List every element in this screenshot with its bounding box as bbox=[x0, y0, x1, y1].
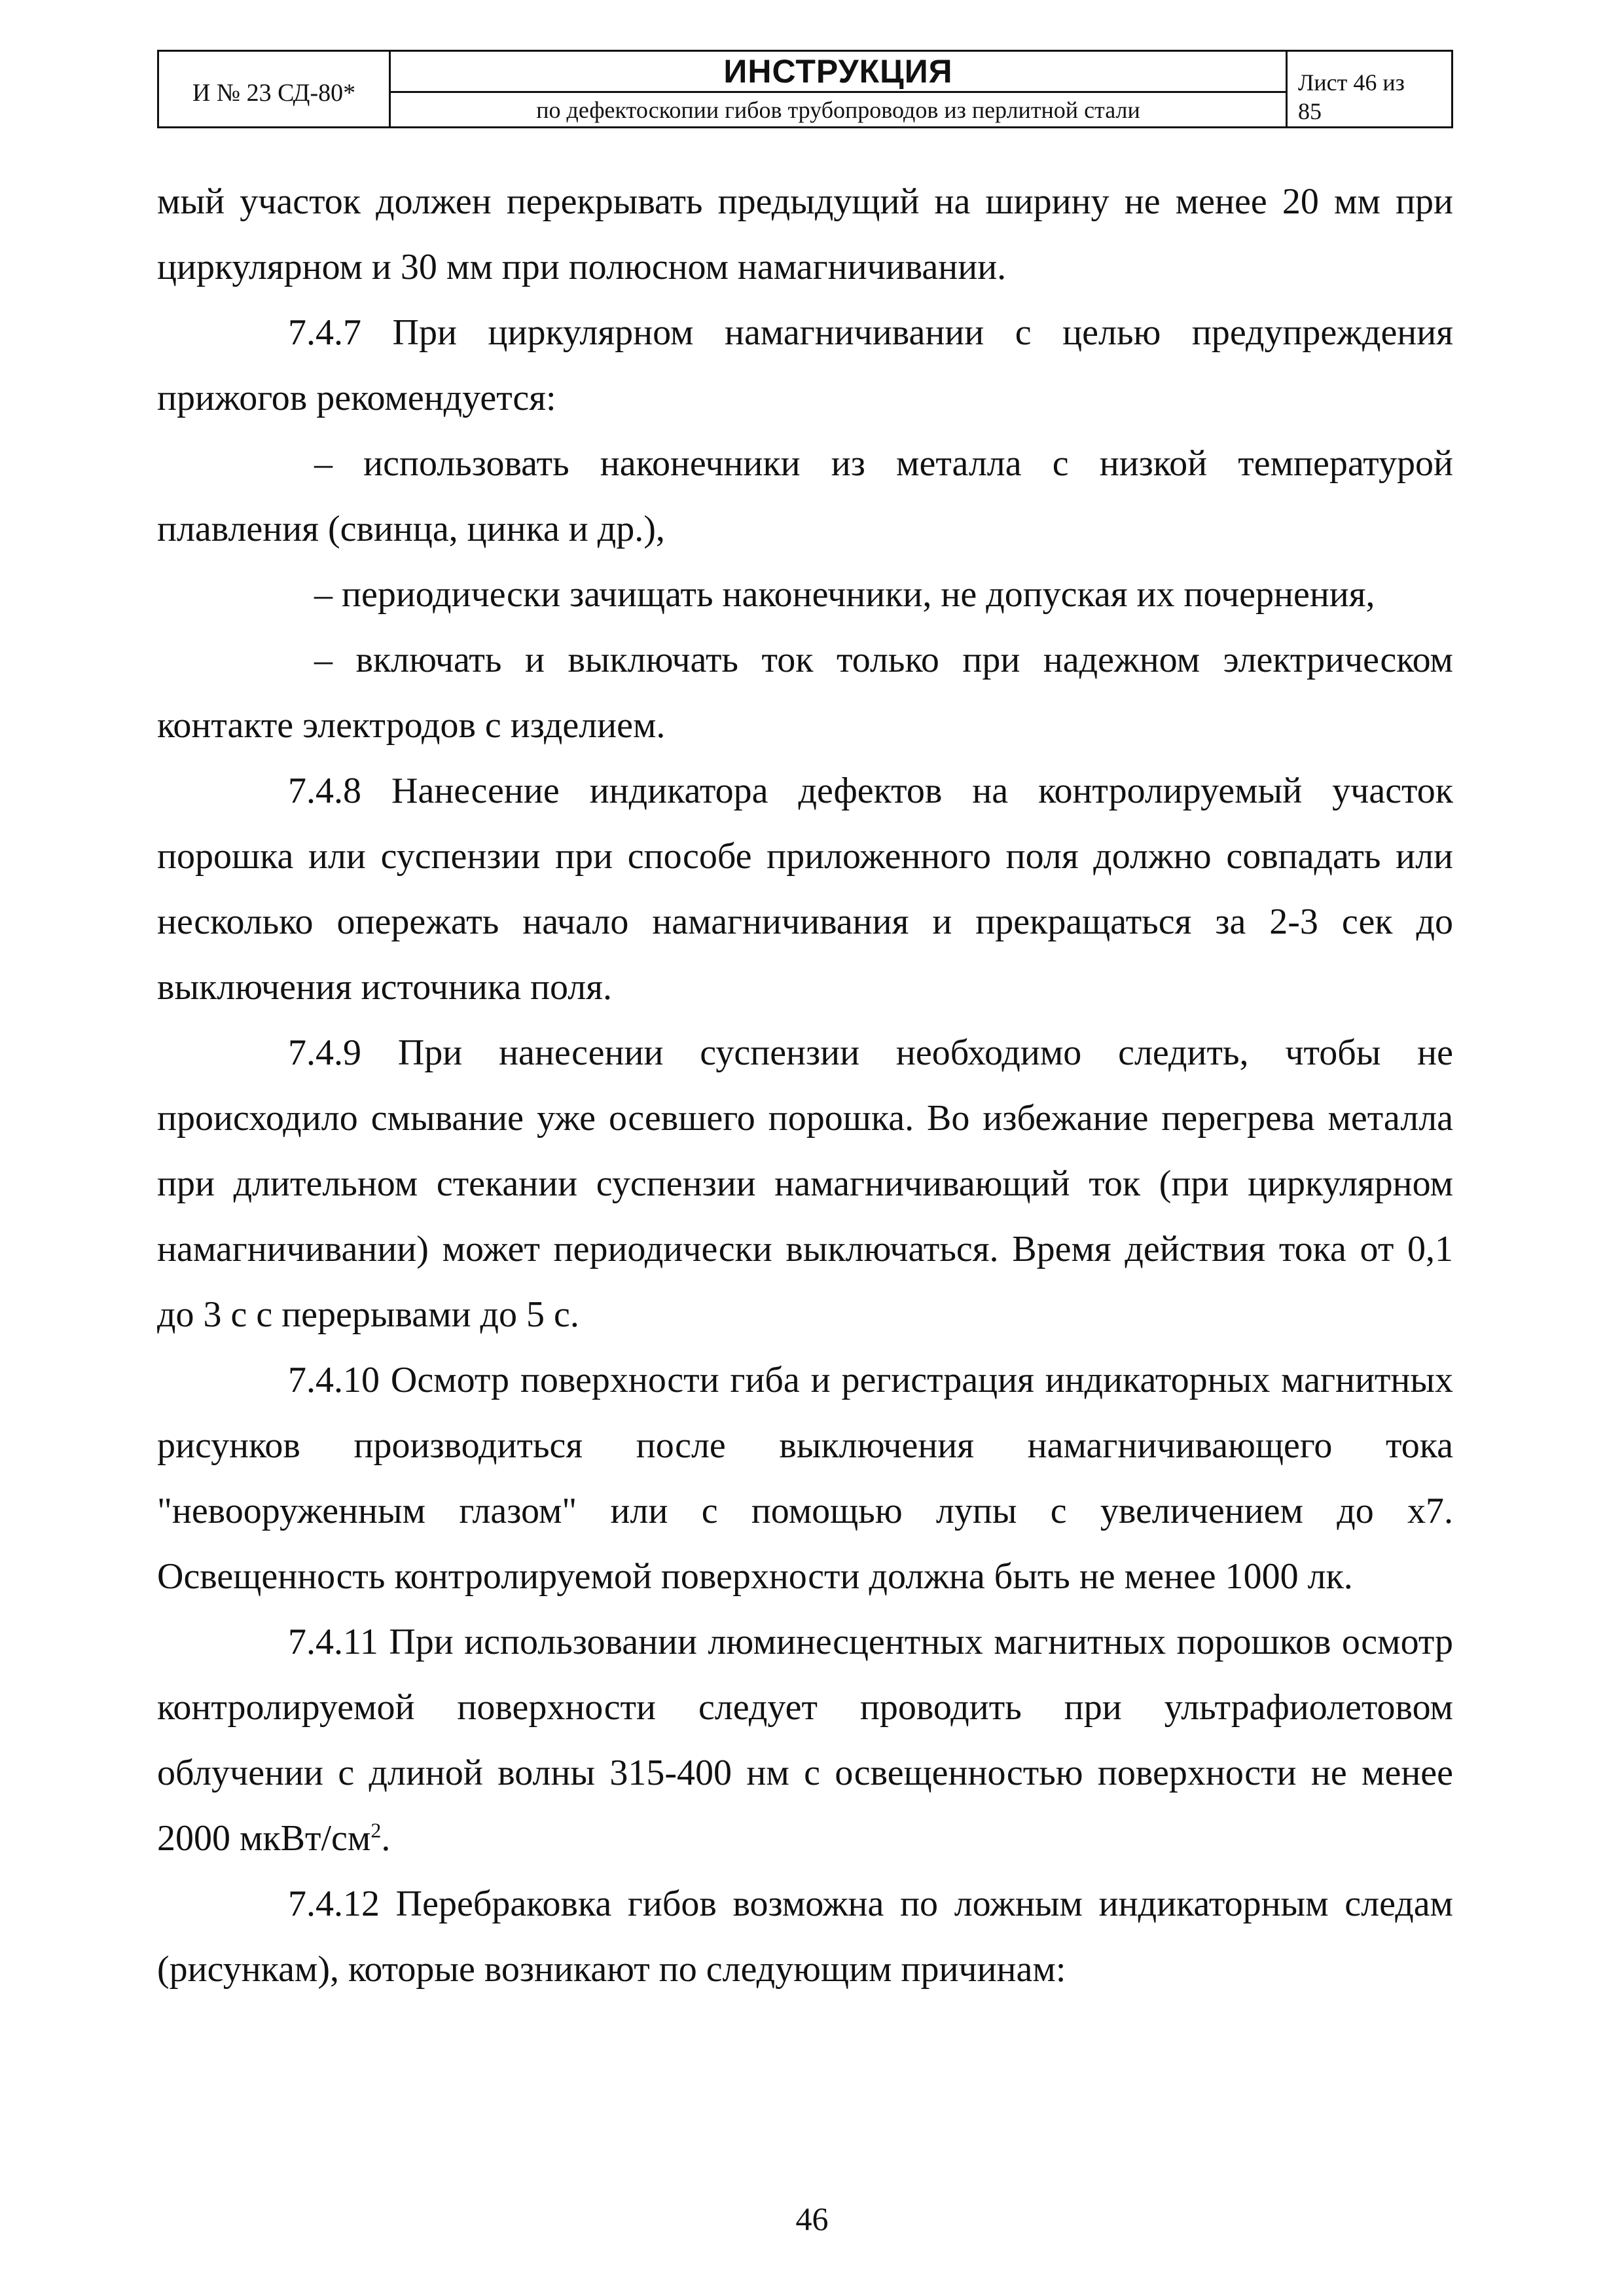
paragraph-7-4-11-end: . bbox=[381, 1818, 391, 1859]
document-id: И № 23 СД-80* bbox=[159, 52, 391, 126]
paragraph-7-4-11 bbox=[157, 1609, 1453, 1871]
paragraph-7-4-10: 7.4.10 Осмотр поверхности гиба и регистрация индикаторных магнитных рисунков производиться после выключения намагничивающего тока "невооруженным глазом" или с помощью лупы с увеличением до х7. Освещенность контролируемой поверхности должна быть не менее 1000 лк. bbox=[157, 1360, 1453, 1597]
sheet-total: 85 bbox=[1298, 98, 1322, 124]
document-header bbox=[157, 50, 1453, 128]
paragraph-7-4-9: 7.4.9 При нанесении суспензии необходимо следить, чтобы не происходило смывание уже осевшего порошка. Во избежание перегрева металла при длительном стекании суспензии намагничивающий ток (при циркулярном намагничивании) может периодически выключаться. Время действия тока от 0,1 до 3 с с перерывами до 5 с. bbox=[157, 1032, 1453, 1335]
sheet-number: Лист 46 из bbox=[1298, 69, 1405, 96]
paragraph-7-4-12: 7.4.12 Перебраковка гибов возможна по ложным индикаторным следам (рисункам), которые возникают по следующим причинам: bbox=[157, 1884, 1453, 1990]
document-body bbox=[157, 169, 1453, 2002]
paragraph-continuation: мый участок должен перекрывать предыдущий на ширину не менее 20 мм при циркулярном и 30 мм при полюсном намагничивании. bbox=[157, 181, 1453, 287]
page-number: 46 bbox=[795, 2200, 829, 2237]
paragraph-7-4-11-text: 7.4.11 При использовании люминесцентных магнитных порошков осмотр контролируемой поверхности следует проводить при ультрафиолетовом облучении с длиной волны 315-400 нм с освещенностью поверхности не менее 2000 мкВт/см bbox=[157, 1622, 1453, 1859]
document-subtitle: по дефектоскопии гибов трубопроводов из перлитной стали bbox=[536, 96, 1140, 123]
superscript-2: 2 bbox=[370, 1818, 382, 1842]
list-item-tips: – использовать наконечники из металла с низкой температурой плавления (свинца, цинка и др.), bbox=[157, 443, 1453, 549]
list-item-current: – включать и выключать ток только при надежном электрическом контакте электродов с изделием. bbox=[157, 640, 1453, 746]
document-title: ИНСТРУКЦИЯ bbox=[391, 52, 1286, 93]
sheet-info bbox=[1288, 52, 1451, 126]
list-item-cleaning: – периодически зачищать наконечники, не допуская их почернения, bbox=[314, 574, 1375, 615]
header-center bbox=[391, 52, 1288, 126]
paragraph-7-4-8: 7.4.8 Нанесение индикатора дефектов на контролируемый участок порошка или суспензии при способе приложенного поля должно совпадать или несколько опережать начало намагничивания и прекращаться за 2-3 сек до выключения источника поля. bbox=[157, 771, 1453, 1008]
paragraph-7-4-7: 7.4.7 При циркулярном намагничивании с целью предупреждения прижогов рекомендуется: bbox=[157, 312, 1453, 418]
